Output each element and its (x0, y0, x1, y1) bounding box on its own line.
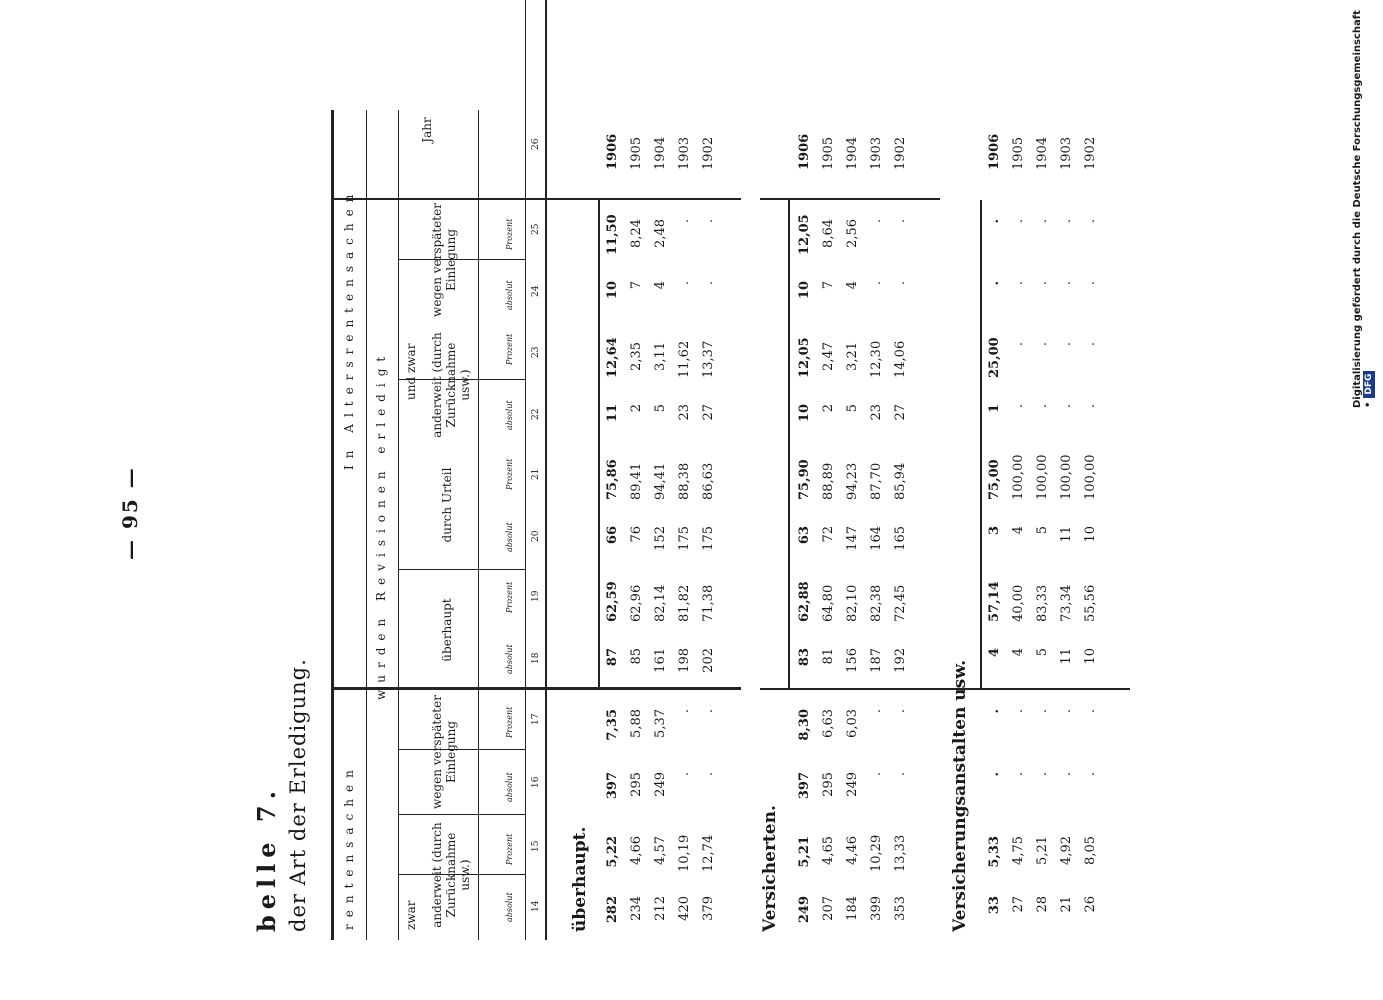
table-cell: 85,94 (893, 462, 908, 500)
table-cell: 21 (1059, 896, 1074, 913)
table-cell: . (869, 219, 884, 224)
group-divider-25-26-lower (760, 198, 940, 200)
table-cell: 12,64 (605, 337, 620, 378)
table-cell: 8,64 (821, 219, 836, 248)
table-cell: 4,66 (629, 836, 644, 865)
table-cell: 4 (1011, 648, 1026, 657)
table-cell: 5,88 (629, 709, 644, 738)
table-cell: 282 (605, 896, 620, 924)
table-cell: 62,96 (629, 584, 644, 622)
table-cell: 23 (677, 404, 692, 421)
colnum: 26 (531, 138, 541, 150)
table-cell: 2,56 (845, 219, 860, 248)
table-cell: 397 (797, 772, 812, 800)
table-cell: 28 (1035, 896, 1050, 913)
table-cell: 64,80 (821, 584, 836, 622)
header-und-zwar: und zwar (404, 343, 418, 400)
header-zwar-left: zwar (404, 900, 418, 930)
table-cell: 33 (987, 896, 1002, 915)
label-absolut: absolut (505, 522, 514, 552)
table-cell: 55,56 (1083, 584, 1098, 622)
table-cell: . (1011, 342, 1026, 347)
year-cell: 1906 (797, 133, 812, 170)
table-cell: 87,70 (869, 462, 884, 500)
table-cell: . (677, 281, 692, 286)
table-cell: . (701, 709, 716, 714)
table-cell: 11,62 (677, 340, 692, 378)
header-ueberhaupt: überhaupt (440, 598, 454, 662)
table-cell: 4 (845, 281, 860, 290)
table-cell: 11 (1059, 526, 1074, 543)
header-verspaetet-left: wegen verspäteter Einlegung (430, 695, 458, 809)
table-cell: . (987, 281, 1002, 286)
label-prozent: Prozent (505, 458, 514, 490)
table-cell: 63 (797, 526, 812, 545)
table-cell: 7 (821, 281, 836, 290)
table-cell: 7,35 (605, 709, 620, 741)
table-cell: . (1035, 342, 1050, 347)
table-cell: 8,24 (629, 219, 644, 248)
absprez-rule (478, 110, 479, 940)
table-cell: 71,38 (701, 584, 716, 622)
colnum: 23 (531, 346, 541, 358)
table-cell: 83 (797, 648, 812, 667)
table-cell: 5 (1035, 648, 1050, 657)
colnum: 18 (531, 652, 541, 664)
table-cell: 4,65 (821, 836, 836, 865)
label-absolut: absolut (505, 280, 514, 310)
label-prozent: Prozent (505, 333, 514, 365)
table-cell: 5,33 (987, 836, 1002, 868)
table-cell: 86,63 (701, 462, 716, 500)
table-cell: 26 (1083, 896, 1098, 913)
label-absolut: absolut (505, 644, 514, 674)
table-cell: . (1059, 281, 1074, 286)
table-cell: 12,05 (797, 337, 812, 378)
table-cell: . (893, 281, 908, 286)
table-cell: 10 (1083, 526, 1098, 543)
header-durch-urteil: durch Urteil (440, 467, 454, 543)
label-prozent: Prozent (505, 218, 514, 250)
table-cell: . (1035, 709, 1050, 714)
table-cell: 353 (893, 896, 908, 921)
table-cell: 88,38 (677, 462, 692, 500)
table-cell: 3,11 (653, 342, 668, 371)
year-cell: 1904 (1035, 136, 1050, 170)
table-cell: 12,74 (701, 834, 716, 872)
table-cell: 295 (821, 772, 836, 797)
table-cell: . (1083, 219, 1098, 224)
table-cell: 184 (845, 896, 860, 921)
table-cell: . (1011, 281, 1026, 286)
colnum: 24 (531, 285, 541, 297)
column-divider (398, 814, 525, 815)
colnum: 22 (531, 408, 541, 420)
table-cell: 3,21 (845, 342, 860, 371)
section-rule (598, 200, 600, 690)
table-subtitle: der Art der Erledigung. (286, 658, 310, 932)
table-cell: 5 (1035, 526, 1050, 535)
table-cell: . (1083, 281, 1098, 286)
table-cell: . (1059, 342, 1074, 347)
table-cell: 100,00 (1059, 454, 1074, 500)
table-cell: 4,57 (653, 836, 668, 865)
section-rule (980, 200, 982, 690)
table-cell: 2,47 (821, 342, 836, 371)
dfg-logo-badge: DFG (1363, 371, 1375, 398)
table-cell: 156 (845, 648, 860, 673)
table-cell: 6,63 (821, 709, 836, 738)
table-cell: . (869, 281, 884, 286)
year-cell: 1902 (701, 136, 716, 170)
table-cell: 2 (629, 404, 644, 413)
table-cell: 399 (869, 896, 884, 921)
table-cell: 8,05 (1083, 836, 1098, 865)
table-cell: 5 (845, 404, 860, 413)
table-cell: 94,23 (845, 462, 860, 500)
table-cell: . (893, 219, 908, 224)
table-cell: 27 (893, 404, 908, 421)
table-cell: . (701, 772, 716, 777)
table-cell: . (1059, 219, 1074, 224)
header-jahr: Jahr (420, 117, 434, 143)
group-divider-25-26 (331, 198, 741, 200)
year-cell: 1904 (653, 136, 668, 170)
table-cell: 10 (605, 281, 620, 300)
table-cell: . (893, 772, 908, 777)
table-cell: . (987, 219, 1002, 224)
table-cell: 175 (677, 526, 692, 551)
section-label: Versicherungsanstalten usw. (950, 659, 970, 932)
table-cell: . (1011, 772, 1026, 777)
year-cell: 1903 (869, 136, 884, 170)
year-cell: 1903 (1059, 136, 1074, 170)
colnum: 19 (531, 590, 541, 602)
header-anderweit-right: anderweit (durch Zurücknahme usw.) (430, 332, 472, 438)
table-cell: 249 (797, 896, 812, 924)
table-cell: 94,41 (653, 462, 668, 500)
colnum: 17 (531, 713, 541, 725)
table-cell: 11 (1059, 648, 1074, 665)
table-cell: 249 (653, 772, 668, 797)
table-cell: 75,90 (797, 459, 812, 500)
table-cell: 81 (821, 648, 836, 665)
table-cell: . (987, 709, 1002, 714)
table-cell: . (1035, 219, 1050, 224)
table-cell: 40,00 (1011, 584, 1026, 622)
column-divider (398, 569, 525, 570)
table-cell: 152 (653, 526, 668, 551)
table-cell: 88,89 (821, 462, 836, 500)
table-cell: 14,06 (893, 340, 908, 378)
table-cell: 73,34 (1059, 584, 1074, 622)
credit-strip (1352, 8, 1383, 408)
colnum: 16 (531, 776, 541, 788)
table-cell: 1 (987, 404, 1002, 414)
table-cell: . (1035, 404, 1050, 409)
table-cell: . (677, 709, 692, 714)
table-cell: 10 (797, 404, 812, 423)
colnum-rule-top (525, 0, 526, 940)
column-divider (398, 749, 525, 750)
table-cell: . (701, 219, 716, 224)
table-cell: . (1059, 772, 1074, 777)
table-cell: 192 (893, 648, 908, 673)
table-cell: 75,86 (605, 459, 620, 500)
year-cell: 1906 (605, 133, 620, 170)
table-cell: . (869, 772, 884, 777)
table-cell: . (1083, 772, 1098, 777)
table-cell: 2 (821, 404, 836, 413)
table-cell: . (1011, 709, 1026, 714)
page-number: — 95 — (118, 466, 142, 560)
table-cell: 4,46 (845, 836, 860, 865)
year-cell: 1904 (845, 136, 860, 170)
table-cell: 249 (845, 772, 860, 797)
table-cell: 5 (653, 404, 668, 413)
year-cell: 1906 (987, 133, 1002, 170)
table-cell: 187 (869, 648, 884, 673)
table-cell: 13,33 (893, 834, 908, 872)
table-cell: 82,38 (869, 584, 884, 622)
table-cell: 164 (869, 526, 884, 551)
table-cell: . (1011, 404, 1026, 409)
table-cell: . (1035, 772, 1050, 777)
year-cell: 1902 (1083, 136, 1098, 170)
table-cell: 7 (629, 281, 644, 290)
table-cell: 12,05 (797, 214, 812, 255)
table-cell: 420 (677, 896, 692, 921)
table-cell: . (893, 709, 908, 714)
table-cell: 10 (1083, 648, 1098, 665)
table-cell: 4 (653, 281, 668, 290)
subgroup-rule (398, 110, 399, 940)
table-cell: 147 (845, 526, 860, 551)
table-cell: 27 (701, 404, 716, 421)
table-cell: 23 (869, 404, 884, 421)
label-absolut: absolut (505, 772, 514, 802)
colnum: 25 (531, 223, 541, 235)
table-cell: 5,21 (1035, 836, 1050, 865)
table-cell: . (1035, 281, 1050, 286)
table-cell: 75,00 (987, 459, 1002, 500)
table-cell: . (1083, 709, 1098, 714)
table-title: belle 7. (252, 785, 281, 932)
table-cell: 85 (629, 648, 644, 665)
table-cell: . (1059, 404, 1074, 409)
table-cell: 2,48 (653, 219, 668, 248)
table-cell: 72 (821, 526, 836, 543)
table-cell: 66 (605, 526, 620, 545)
table-cell: 11 (605, 404, 620, 423)
table-cell: 76 (629, 526, 644, 543)
table-cell: 10,19 (677, 834, 692, 872)
table-cell: 2,35 (629, 342, 644, 371)
table-cell: 87 (605, 648, 620, 667)
table-cell: 100,00 (1035, 454, 1050, 500)
colnum-rule-bottom (545, 0, 547, 940)
table-cell: 295 (629, 772, 644, 797)
table-cell: 165 (893, 526, 908, 551)
section-label: überhaupt. (570, 826, 590, 932)
table-cell: 4 (1011, 526, 1026, 535)
table-cell: 62,59 (605, 581, 620, 622)
table-cell: 4,92 (1059, 836, 1074, 865)
table-cell: 83,33 (1035, 584, 1050, 622)
group-divider-17-18 (331, 687, 741, 690)
table-cell: 8,30 (797, 709, 812, 741)
table-cell: 13,37 (701, 340, 716, 378)
table-cell: 62,88 (797, 581, 812, 622)
table-cell: 4,75 (1011, 836, 1026, 865)
table-cell: . (677, 772, 692, 777)
table-cell: 10,29 (869, 834, 884, 872)
table-cell: 175 (701, 526, 716, 551)
column-divider (398, 259, 525, 260)
credit-text: Digitalisierung gefördert durch die Deutsche Forschungsgemeinschaft • (1352, 10, 1374, 408)
header-revisions: wurden Revisionen erledigt (374, 349, 388, 700)
colnum: 20 (531, 530, 541, 542)
section-rule (788, 200, 790, 690)
table-cell: 397 (605, 772, 620, 800)
table-cell: 161 (653, 648, 668, 673)
label-prozent: Prozent (505, 706, 514, 738)
colnum: 14 (531, 900, 541, 912)
table-cell: 379 (701, 896, 716, 921)
table-cell: 11,50 (605, 214, 620, 255)
table-cell: . (1059, 709, 1074, 714)
table-cell: 202 (701, 648, 716, 673)
table-cell: 57,14 (987, 581, 1002, 622)
year-cell: 1905 (821, 136, 836, 170)
table-cell: 3 (987, 526, 1002, 536)
year-cell: 1903 (677, 136, 692, 170)
header-right-group: In Altersrentensachen (342, 187, 356, 470)
table-cell: 4 (987, 648, 1002, 658)
table-cell: 5,22 (605, 836, 620, 868)
table-cell: 5,37 (653, 709, 668, 738)
table-cell: 25,00 (987, 337, 1002, 378)
table-cell: 10 (797, 281, 812, 300)
table-cell: 198 (677, 648, 692, 673)
table-cell: 5,21 (797, 836, 812, 868)
table-cell: 89,41 (629, 462, 644, 500)
colnum: 15 (531, 840, 541, 852)
table-cell: 212 (653, 896, 668, 921)
table-cell: . (701, 281, 716, 286)
label-prozent: Prozent (505, 833, 514, 865)
table-cell: 81,82 (677, 584, 692, 622)
table-cell: 82,10 (845, 584, 860, 622)
table-cell: 12,30 (869, 340, 884, 378)
table-cell: 100,00 (1083, 454, 1098, 500)
table-cell: . (987, 772, 1002, 777)
table-cell: 234 (629, 896, 644, 921)
table-cell: . (1011, 219, 1026, 224)
table-cell: 72,45 (893, 584, 908, 622)
year-cell: 1905 (1011, 136, 1026, 170)
table-cell: 207 (821, 896, 836, 921)
header-left-group: rentensachen (342, 763, 356, 930)
label-absolut: absolut (505, 400, 514, 430)
year-cell: 1902 (893, 136, 908, 170)
table-cell: . (1083, 404, 1098, 409)
header-anderweit-left: anderweit (durch Zurücknahme usw.) (430, 822, 472, 928)
table-cell: 82,14 (653, 584, 668, 622)
table-cell: . (1083, 342, 1098, 347)
group-divider-17-18-lower (760, 688, 1130, 690)
section-label: Versicherten. (760, 805, 780, 932)
table-cell: 6,03 (845, 709, 860, 738)
colnum: 21 (531, 468, 541, 480)
revisions-rule (366, 110, 367, 940)
table-cell: 27 (1011, 896, 1026, 913)
table-top-rule (331, 110, 334, 940)
label-absolut: absolut (505, 892, 514, 922)
table-cell: . (677, 219, 692, 224)
header-verspaetet-right: wegen verspäteter Einlegung (430, 203, 458, 317)
table-cell: 100,00 (1011, 454, 1026, 500)
label-prozent: Prozent (505, 581, 514, 613)
table-cell: . (869, 709, 884, 714)
year-cell: 1905 (629, 136, 644, 170)
